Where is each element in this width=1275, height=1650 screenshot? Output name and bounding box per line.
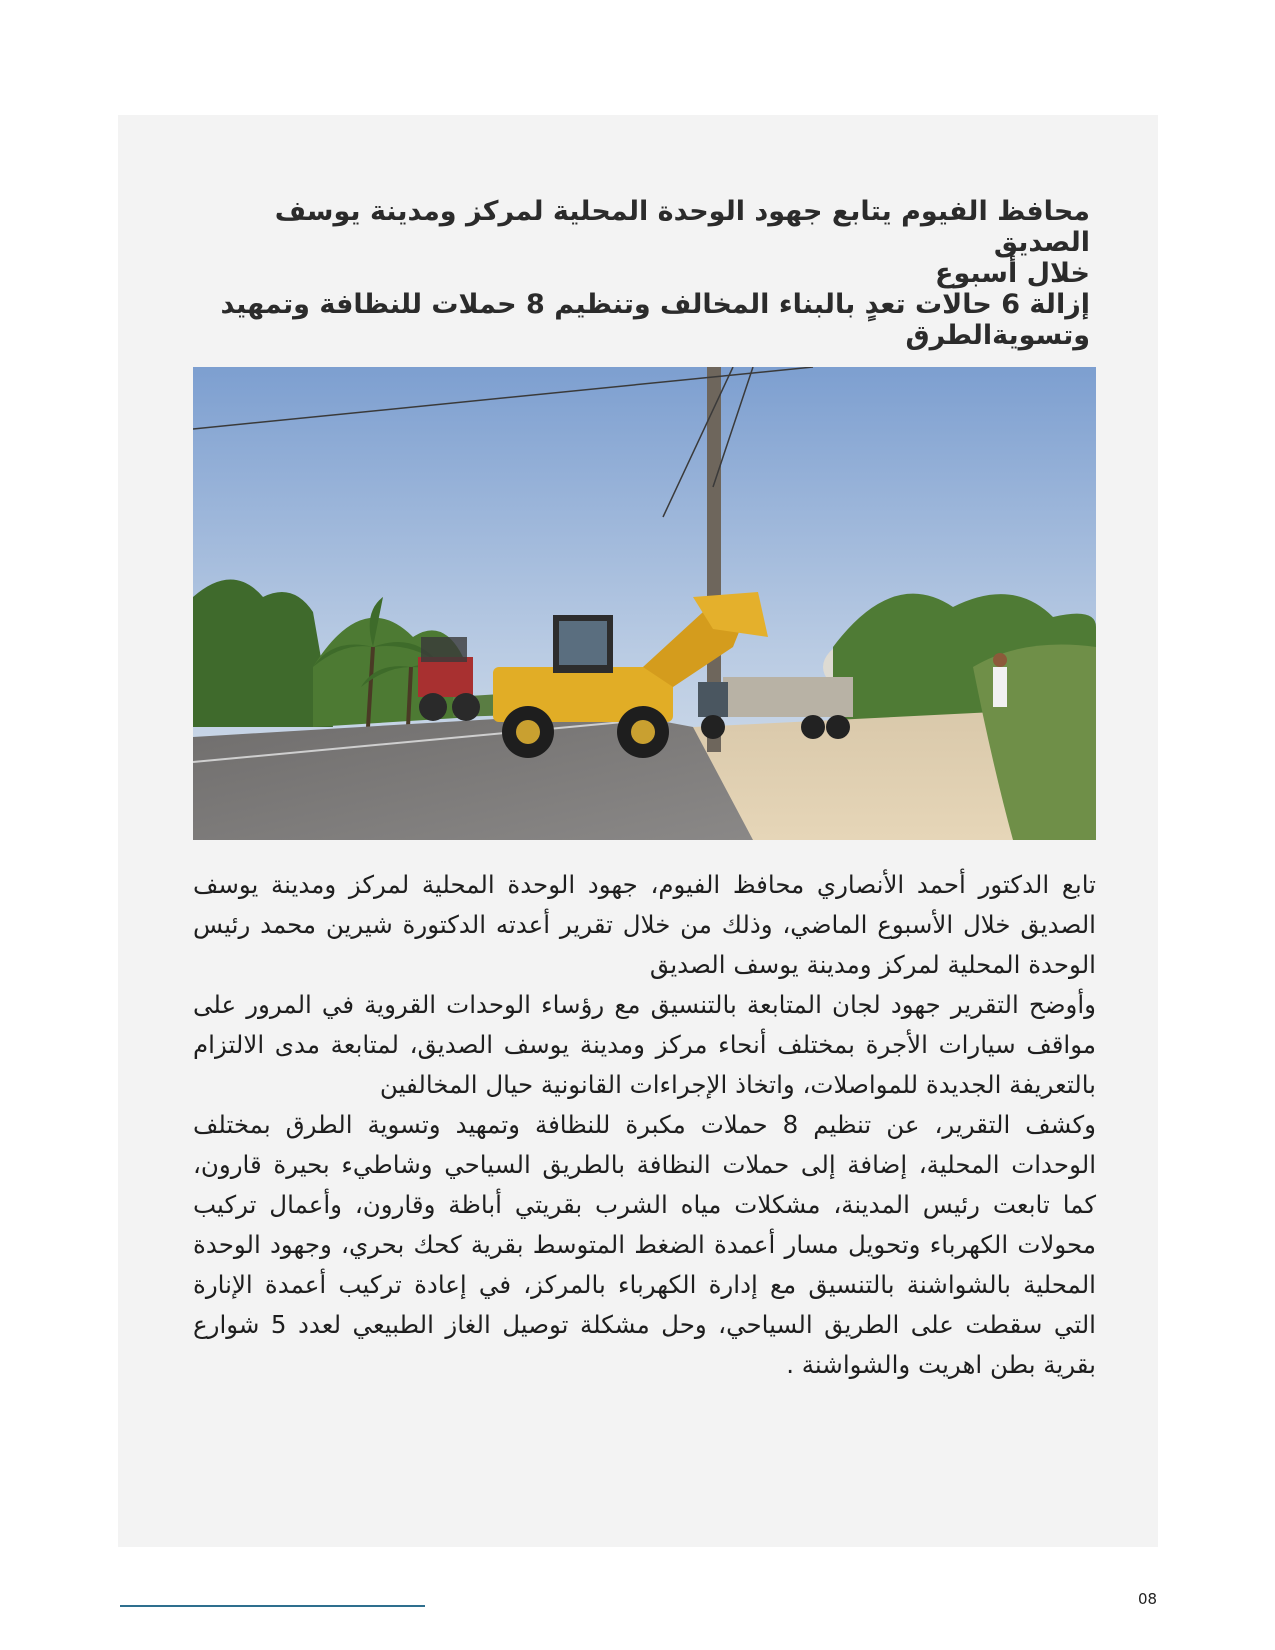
headline-line-2: خلال أسبوع bbox=[935, 258, 1090, 289]
article-body bbox=[193, 865, 1096, 1385]
body-paragraph-3: وكشف التقرير، عن تنظيم 8 حملات مكبرة للنظافة وتمهيد وتسوية الطرق بمختلف الوحدات المحلية، إضافة إلى حملات النظافة بالطريق السياحي وشاطيء بحيرة قارون، كما تابعت رئيس المدينة، مشكلات مياه الشرب بقريتي أباظة وقارون، وأعمال تركيب محولات الكهرباء وتحويل مسار أعمدة الضغط المتوسط بقرية كحك بحري، وجهود الوحدة المحلية بالشواشنة بالتنسيق مع إدارة الكهرباء بالمركز، في إعادة تركيب أعمدة الإنارة التي سقطت على الطريق السياحي، وحل مشكلة توصيل الغاز الطبيعي لعدد 5 شوارع بقرية بطن اهريت والشواشنة . bbox=[193, 1110, 1096, 1379]
footer-divider bbox=[120, 1605, 425, 1607]
headline-line-1: محافظ الفيوم يتابع جهود الوحدة المحلية لمركز ومدينة يوسف الصديق bbox=[274, 196, 1090, 258]
headline-line-4: وتسويةالطرق bbox=[905, 320, 1090, 351]
article-photo bbox=[193, 367, 1096, 840]
article-headline bbox=[210, 196, 1090, 351]
headline-line-3: إزالة 6 حالات تعدٍ بالبناء المخالف وتنظيم 8 حملات للنظافة وتمهيد bbox=[220, 289, 1090, 320]
body-paragraph-1: تابع الدكتور أحمد الأنصاري محافظ الفيوم، جهود الوحدة المحلية لمركز ومدينة يوسف الصديق خلال الأسبوع الماضي، وذلك من خلال تقرير أعدته الدكتورة شيرين محمد رئيس الوحدة المحلية لمركز ومدينة يوسف الصديق bbox=[193, 870, 1096, 979]
page-number: 08 bbox=[1138, 1590, 1158, 1608]
body-paragraph-2: وأوضح التقرير جهود لجان المتابعة بالتنسيق مع رؤساء الوحدات القروية في المرور على مواقف سيارات الأجرة بمختلف أنحاء مركز ومدينة يوسف الصديق، لمتابعة مدى الالتزام بالتعريفة الجديدة للمواصلات، واتخاذ الإجراءات القانونية حيال المخالفين bbox=[193, 990, 1096, 1099]
